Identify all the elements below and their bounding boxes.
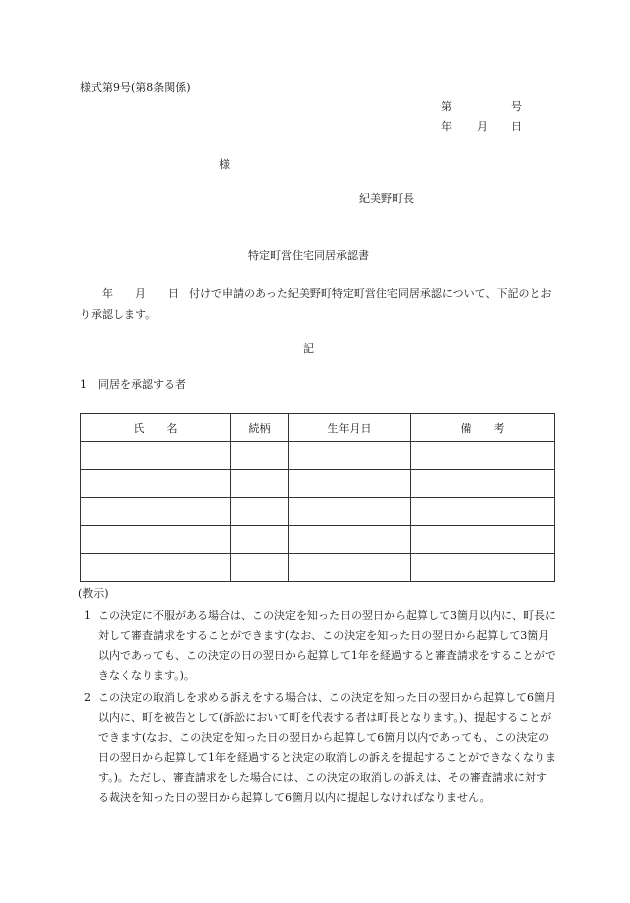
table-cell — [81, 470, 231, 498]
document-title: 特定町営住宅同居承認書 — [248, 249, 369, 262]
ki-marker: 記 — [303, 342, 314, 355]
table-cell — [411, 526, 555, 554]
issuer: 紀美野町長 — [359, 192, 414, 205]
table-cell — [411, 498, 555, 526]
header-relationship: 続柄 — [231, 414, 289, 442]
body-day: 日 — [168, 287, 179, 300]
body-text: 付けで申請のあった紀美野町特定町営住宅同居承認について、下記のとおり承認します。 — [80, 287, 552, 321]
body-month: 月 — [135, 287, 146, 300]
table-row — [81, 470, 555, 498]
table-cell — [231, 442, 289, 470]
cohabitant-table — [80, 413, 555, 582]
notice-item-number: 1 — [84, 609, 91, 622]
table-cell — [289, 526, 411, 554]
table-row — [81, 498, 555, 526]
table-cell — [81, 442, 231, 470]
notice-item-text: この決定に不服がある場合は、この決定を知った日の翌日から起算して3箇月以内に、町長に対して審査請求をすることができます(なお、この決定を知った日の翌日から起算して3箇月以内であっても、この決定の日の翌日から起算して1年を経過すると審査請求をすることができなくなります。)。 — [98, 609, 556, 682]
form-label: 様式第9号(第8条関係) — [80, 81, 191, 94]
table-cell — [411, 442, 555, 470]
notice-item-2 — [78, 688, 556, 808]
notice-item-text: この決定の取消しを求める訴えをする場合は、この決定を知った日の翌日から起算して6箇月以内に、町を被告として(訴訟において町を代表する者は町長となります。)、提起することができます(なお、この決定を知った日の翌日から起算して6箇月以内であっても、この決定の日の翌日から起算して1年を経過すると決定の取消しの訴えを提起することができなくなります。)。ただし、審査請求をした場合には、この決定の取消しの訴えは、その審査請求に対する裁決を知った日の翌日から起算して6箇月以内に提起しなければなりません。 — [98, 691, 556, 804]
table-cell — [289, 442, 411, 470]
table-cell — [231, 526, 289, 554]
notice-item-number: 2 — [84, 691, 91, 704]
table-cell — [289, 470, 411, 498]
header-name: 氏 名 — [81, 414, 231, 442]
header-birthdate: 生年月日 — [289, 414, 411, 442]
recipient-suffix: 様 — [219, 158, 230, 171]
table-row — [81, 526, 555, 554]
table-cell — [231, 554, 289, 582]
body-paragraph — [80, 283, 555, 325]
date-day: 日 — [511, 120, 522, 133]
notice-heading: (教示) — [78, 587, 109, 600]
notice-section — [78, 584, 556, 808]
table-cell — [289, 498, 411, 526]
table-cell — [411, 554, 555, 582]
table-header-row — [81, 414, 555, 442]
notice-item-1 — [78, 606, 556, 686]
table-cell — [289, 554, 411, 582]
doc-number-dai: 第 — [441, 100, 452, 113]
header-remarks: 備 考 — [411, 414, 555, 442]
table-cell — [81, 498, 231, 526]
table-row — [81, 554, 555, 582]
body-year: 年 — [102, 287, 113, 300]
date-month: 月 — [477, 120, 488, 133]
section-heading: 1 同居を承認する者 — [80, 378, 186, 391]
table-cell — [231, 498, 289, 526]
table-cell — [81, 554, 231, 582]
table-cell — [81, 526, 231, 554]
table-row — [81, 442, 555, 470]
doc-number-go: 号 — [511, 100, 522, 113]
date-year: 年 — [441, 120, 452, 133]
table-cell — [411, 470, 555, 498]
table-cell — [231, 470, 289, 498]
